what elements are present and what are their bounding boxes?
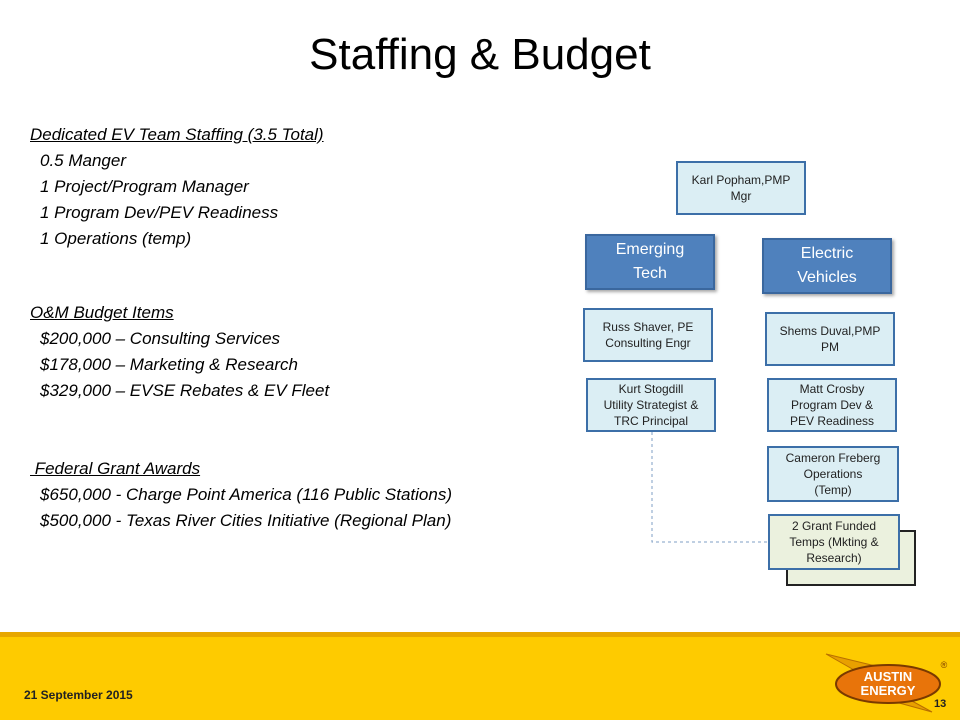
staffing-item: 1 Program Dev/PEV Readiness: [40, 203, 279, 222]
org-box-grant-temps: 2 Grant Funded Temps (Mkting & Research): [768, 514, 900, 570]
org-box-russ: Russ Shaver, PE Consulting Engr: [583, 308, 713, 362]
budget-item: $178,000 – Marketing & Research: [40, 355, 298, 374]
svg-text:AUSTIN: AUSTIN: [863, 669, 913, 684]
svg-text:ENERGY: ENERGY: [860, 683, 916, 698]
footer-bar: [0, 632, 960, 720]
grant-item: $500,000 - Texas River Cities Initiative (Regional Plan): [40, 511, 452, 530]
staffing-item: 1 Project/Program Manager: [40, 177, 249, 196]
org-box-matt: Matt Crosby Program Dev & PEV Readiness: [767, 378, 897, 432]
grant-item: $650,000 - Charge Point America (116 Public Stations): [40, 485, 453, 504]
staffing-heading: Dedicated EV Team Staffing (3.5 Total): [30, 125, 324, 144]
staffing-item: 1 Operations (temp): [40, 229, 192, 248]
page-number: 13: [934, 698, 947, 710]
austin-energy-logo: [822, 650, 952, 716]
org-box-shems: Shems Duval,PMP PM: [765, 312, 895, 366]
svg-text:®: ®: [940, 660, 948, 670]
grants-heading: Federal Grant Awards: [30, 459, 201, 478]
staffing-item: 0.5 Manger: [40, 151, 126, 170]
budget-item: $329,000 – EVSE Rebates & EV Fleet: [40, 381, 330, 400]
org-box-manager: Karl Popham,PMP Mgr: [676, 161, 806, 215]
org-box-kurt: Kurt Stogdill Utility Strategist & TRC Principal: [586, 378, 716, 432]
page-title: Staffing & Budget: [309, 30, 651, 79]
footer-divider: [0, 632, 960, 637]
footer-date: 21 September 2015: [24, 688, 133, 702]
org-box-cameron: Cameron Freberg Operations (Temp): [767, 446, 899, 502]
org-box-electric-vehicles: Electric Vehicles: [762, 238, 892, 294]
org-box-emerging-tech: Emerging Tech: [585, 234, 715, 290]
budget-item: $200,000 – Consulting Services: [40, 329, 281, 348]
budget-heading: O&M Budget Items: [30, 303, 174, 322]
